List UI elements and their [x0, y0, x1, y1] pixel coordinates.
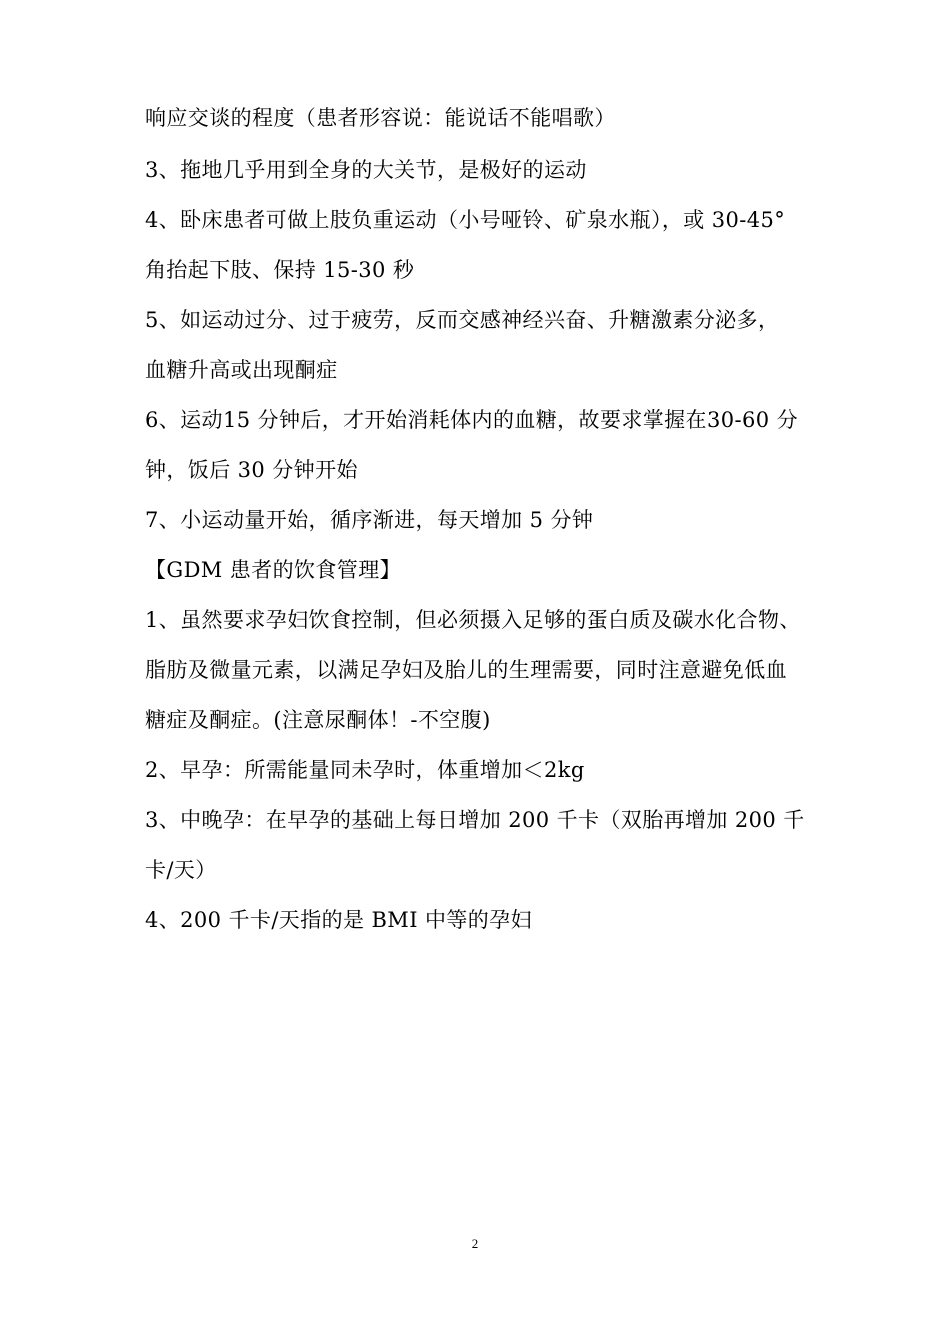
text-line: 5、如运动过分、过于疲劳，反而交感神经兴奋、升糖激素分泌多，: [145, 308, 780, 332]
text-line: 角抬起下肢、保持 15-30 秒: [145, 258, 415, 282]
text-line: 3、中晚孕：在早孕的基础上每日增加 200 千卡（双胎再增加 200 千: [145, 808, 805, 832]
page-number: 2: [471, 1236, 479, 1251]
text-line: 1、虽然要求孕妇饮食控制，但必须摄入足够的蛋白质及碳水化合物、: [145, 608, 801, 632]
text-line: 4、卧床患者可做上肢负重运动（小号哑铃、矿泉水瓶），或 30-45°: [145, 208, 786, 232]
text-line: 响应交谈的程度（患者形容说：能说话不能唱歌）: [145, 106, 616, 130]
text-line: 卡/天）: [145, 858, 217, 882]
text-line: 糖症及酮症。(注意尿酮体！-不空腹): [145, 708, 491, 732]
text-line: 4、200 千卡/天指的是 BMI 中等的孕妇: [145, 908, 532, 932]
text-line: 6、运动15 分钟后，才开始消耗体内的血糖，故要求掌握在30-60 分: [145, 408, 798, 432]
text-line: 血糖升高或出现酮症: [145, 358, 338, 382]
text-line: 3、拖地几乎用到全身的大关节，是极好的运动: [145, 158, 587, 182]
text-line: 2、早孕：所需能量同未孕时，体重增加＜2kg: [145, 758, 585, 782]
text-line: 脂肪及微量元素，以满足孕妇及胎儿的生理需要，同时注意避免低血: [145, 658, 787, 682]
text-line: 钟，饭后 30 分钟开始: [145, 458, 358, 482]
section-heading: 【GDM 患者的饮食管理】: [145, 558, 401, 582]
text-line: 7、小运动量开始，循序渐进，每天增加 5 分钟: [145, 508, 594, 532]
